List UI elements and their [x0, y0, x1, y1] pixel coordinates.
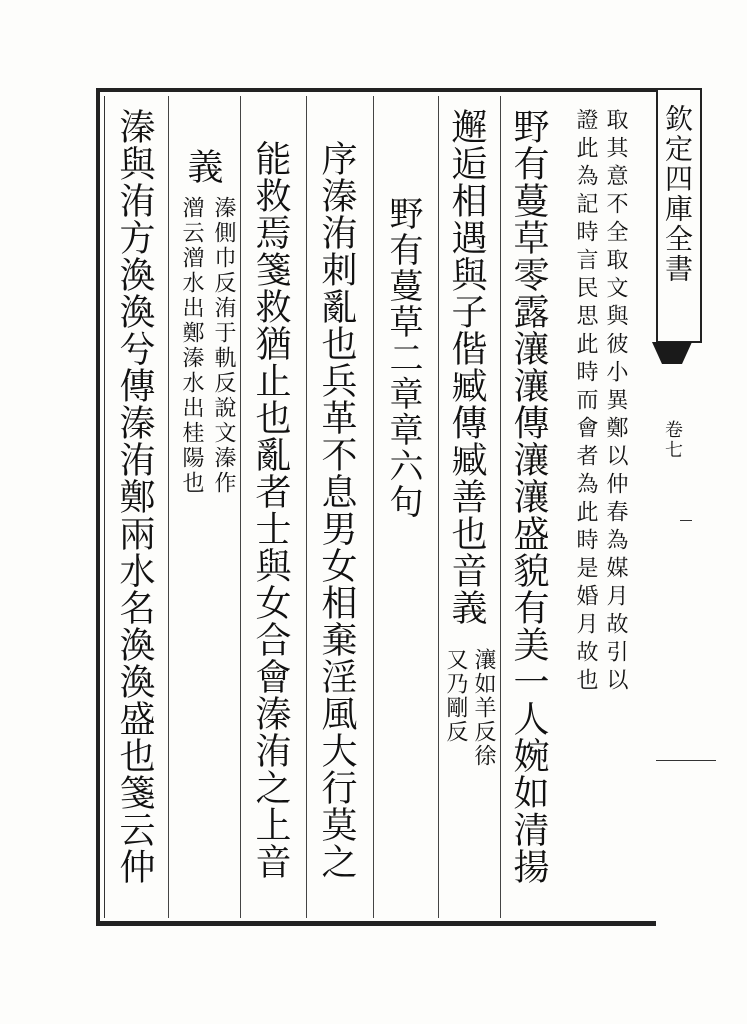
volume-label: 卷七 — [662, 420, 683, 460]
chapter-title: 野有蔓草二章章六句 — [383, 196, 423, 520]
column-rule — [240, 96, 241, 918]
text-column-4: 邂逅相遇與子偕臧傳臧善也音義 — [446, 108, 487, 626]
text-column-7: 能救焉箋救猶止也亂者士與女合會溱洧之上音 — [250, 140, 291, 880]
note-column-4b: 又乃剛反 — [443, 648, 468, 744]
note-column-2: 證此為記時言民思此時而會者為此時是婚月故也 — [573, 108, 598, 696]
column-rule — [438, 96, 439, 918]
note-column-8a: 溱側巾反洧于軌反說文溱作 — [211, 196, 236, 496]
note-column-8b: 潧云潧水出鄭溱水出桂陽也 — [179, 196, 204, 496]
column-rule — [306, 96, 307, 918]
margin-line — [656, 760, 716, 761]
text-column-9: 溱與洧方渙渙兮傳溱洧鄭兩水名渙渙盛也箋云仲 — [114, 108, 155, 885]
column-rule — [168, 96, 169, 918]
margin-tick — [680, 520, 692, 521]
text-column-8: 義 — [182, 148, 223, 185]
text-column-3: 野有蔓草零露瀼瀼傳瀼瀼盛貌有美一人婉如清揚 — [508, 108, 549, 885]
note-column-1: 取其意不全取文與彼小異鄭以仲春為媒月故引以 — [603, 108, 628, 696]
text-column-6: 序溱洧刺亂也兵革不息男女相棄淫風大行莫之 — [316, 140, 357, 880]
fishtail-mark — [652, 342, 692, 364]
column-rule — [373, 96, 374, 918]
book-title: 欽定四庫全書 — [661, 104, 694, 284]
note-column-4a: 瀼如羊反徐 — [471, 648, 496, 768]
column-rule — [500, 96, 501, 918]
